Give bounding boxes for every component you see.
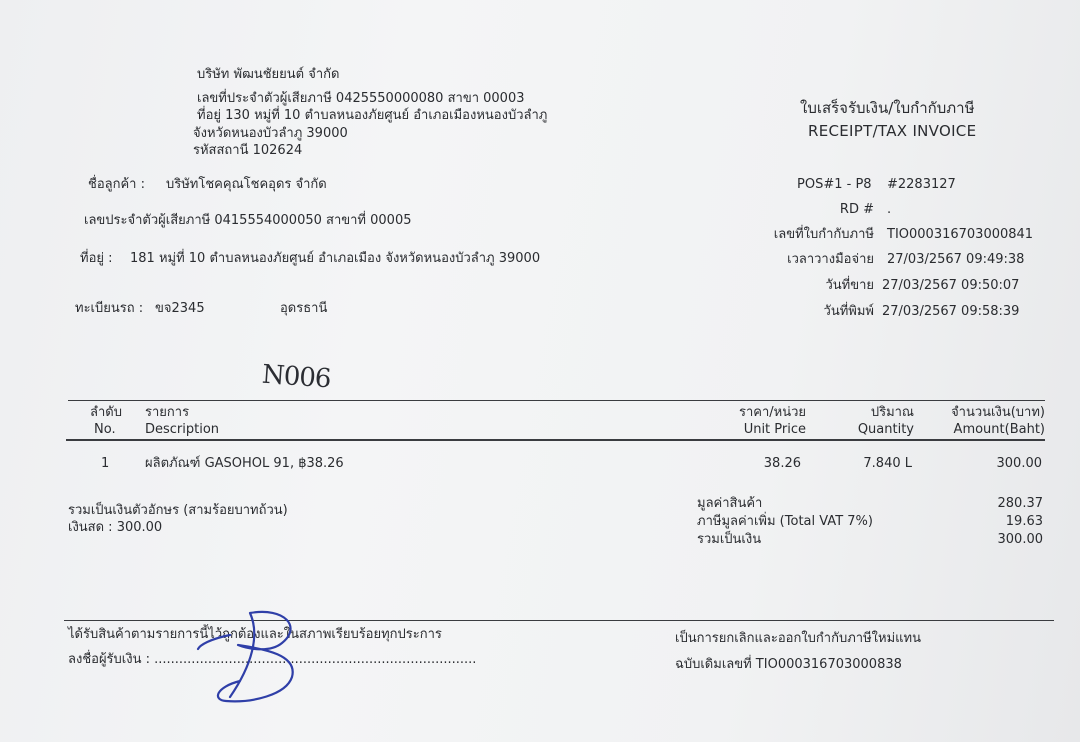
- invoice-number: TIO000316703000841: [887, 227, 1034, 242]
- header-price-thai: ราคา/หน่วย: [738, 405, 806, 420]
- company-address-line2: จังหวัดหนองบัวลำภู 39000: [193, 126, 348, 141]
- customer-name-label: ชื่อลูกค้า :: [88, 177, 145, 192]
- vehicle-province: อุดรธานี: [280, 301, 328, 316]
- row-number: 1: [101, 456, 110, 471]
- total-value: 300.00: [997, 532, 1043, 547]
- sale-date: 27/03/2567 09:50:07: [882, 278, 1020, 293]
- table-top-rule: [68, 400, 1045, 401]
- customer-name: บริษัทโชคคุณโชคอุดร จำกัด: [166, 177, 327, 192]
- pos-label: POS#1 - P8: [797, 177, 872, 192]
- vehicle-plate: ขจ2345: [155, 301, 205, 316]
- row-description: ผลิตภัณฑ์ GASOHOL 91, ฿38.26: [145, 456, 344, 471]
- row-unit-price: 38.26: [763, 456, 801, 471]
- header-description-english: Description: [145, 422, 220, 437]
- header-amount-english: Amount(Baht): [953, 422, 1045, 437]
- rd-value: .: [887, 202, 892, 217]
- company-address-line1: ที่อยู่ 130 หมู่ที่ 10 ตำบลหนองภัยศูนย์ อำเภอเมืองหนองบัวลำภู: [197, 108, 548, 123]
- handwritten-signature: [190, 605, 320, 705]
- print-date-label: วันที่พิมพ์: [823, 304, 874, 319]
- company-tax-id: เลขที่ประจำตัวผู้เสียภาษี 0425550000080 สาขา 00003: [197, 91, 525, 106]
- replacement-notice: เป็นการยกเลิกและออกใบกำกับภาษีใหม่แทน: [675, 631, 921, 646]
- invoice-number-label: เลขที่ใบกำกับภาษี: [773, 227, 874, 242]
- customer-tax-id: เลขประจำตัวผู้เสียภาษี 0415554000050 สาขาที่ 00005: [84, 213, 412, 228]
- pos-number: #2283127: [887, 177, 956, 192]
- customer-address: 181 หมู่ที่ 10 ตำบลหนองภัยศูนย์ อำเภอเมือง จังหวัดหนองบัวลำภู 39000: [130, 251, 541, 266]
- header-no-thai: ลำดับ: [90, 405, 122, 420]
- row-quantity: 7.840 L: [863, 456, 912, 471]
- nozzle-time-label: เวลาวางมือจ่าย: [787, 252, 874, 267]
- nozzle-time: 27/03/2567 09:49:38: [887, 252, 1025, 267]
- amount-in-words: รวมเป็นเงินตัวอักษร (สามร้อยบาทถ้วน): [68, 503, 288, 518]
- row-amount: 300.00: [996, 456, 1042, 471]
- company-name: บริษัท พัฒนชัยยนต์ จำกัด: [197, 67, 340, 82]
- header-quantity-thai: ปริมาณ: [870, 405, 914, 420]
- sale-date-label: วันที่ขาย: [825, 278, 874, 293]
- doc-title-thai: ใบเสร็จรับเงิน/ใบกำกับภาษี: [800, 99, 975, 117]
- vehicle-plate-label: ทะเบียนรถ :: [75, 301, 144, 316]
- cash-paid: เงินสด : 300.00: [68, 520, 163, 535]
- receiver-signature-line: ลงชื่อผู้รับเงิน : ..............................................................................: [68, 652, 477, 667]
- subtotal-label: มูลค่าสินค้า: [697, 496, 763, 511]
- handwritten-note: N006: [261, 359, 332, 395]
- total-label: รวมเป็นเงิน: [697, 532, 762, 547]
- station-code: รหัสสถานี 102624: [193, 143, 303, 158]
- header-description-thai: รายการ: [145, 405, 190, 420]
- header-price-english: Unit Price: [743, 422, 806, 437]
- vat-value: 19.63: [1005, 514, 1043, 529]
- header-quantity-english: Quantity: [857, 422, 914, 437]
- rd-label: RD #: [839, 202, 874, 217]
- header-no-english: No.: [94, 422, 116, 437]
- doc-title-english: RECEIPT/TAX INVOICE: [808, 122, 977, 140]
- original-invoice-number: ฉบับเดิมเลขที่ TIO000316703000838: [675, 657, 902, 672]
- print-date: 27/03/2567 09:58:39: [882, 304, 1020, 319]
- customer-address-label: ที่อยู่ :: [80, 251, 113, 266]
- table-header-rule: [66, 439, 1045, 441]
- vat-label: ภาษีมูลค่าเพิ่ม (Total VAT 7%): [697, 514, 873, 529]
- received-statement: ได้รับสินค้าตามรายการนี้ไว้ถูกต้องและในสภาพเรียบร้อยทุกประการ: [68, 627, 442, 642]
- header-amount-thai: จำนวนเงิน(บาท): [951, 405, 1045, 420]
- subtotal-value: 280.37: [997, 496, 1043, 511]
